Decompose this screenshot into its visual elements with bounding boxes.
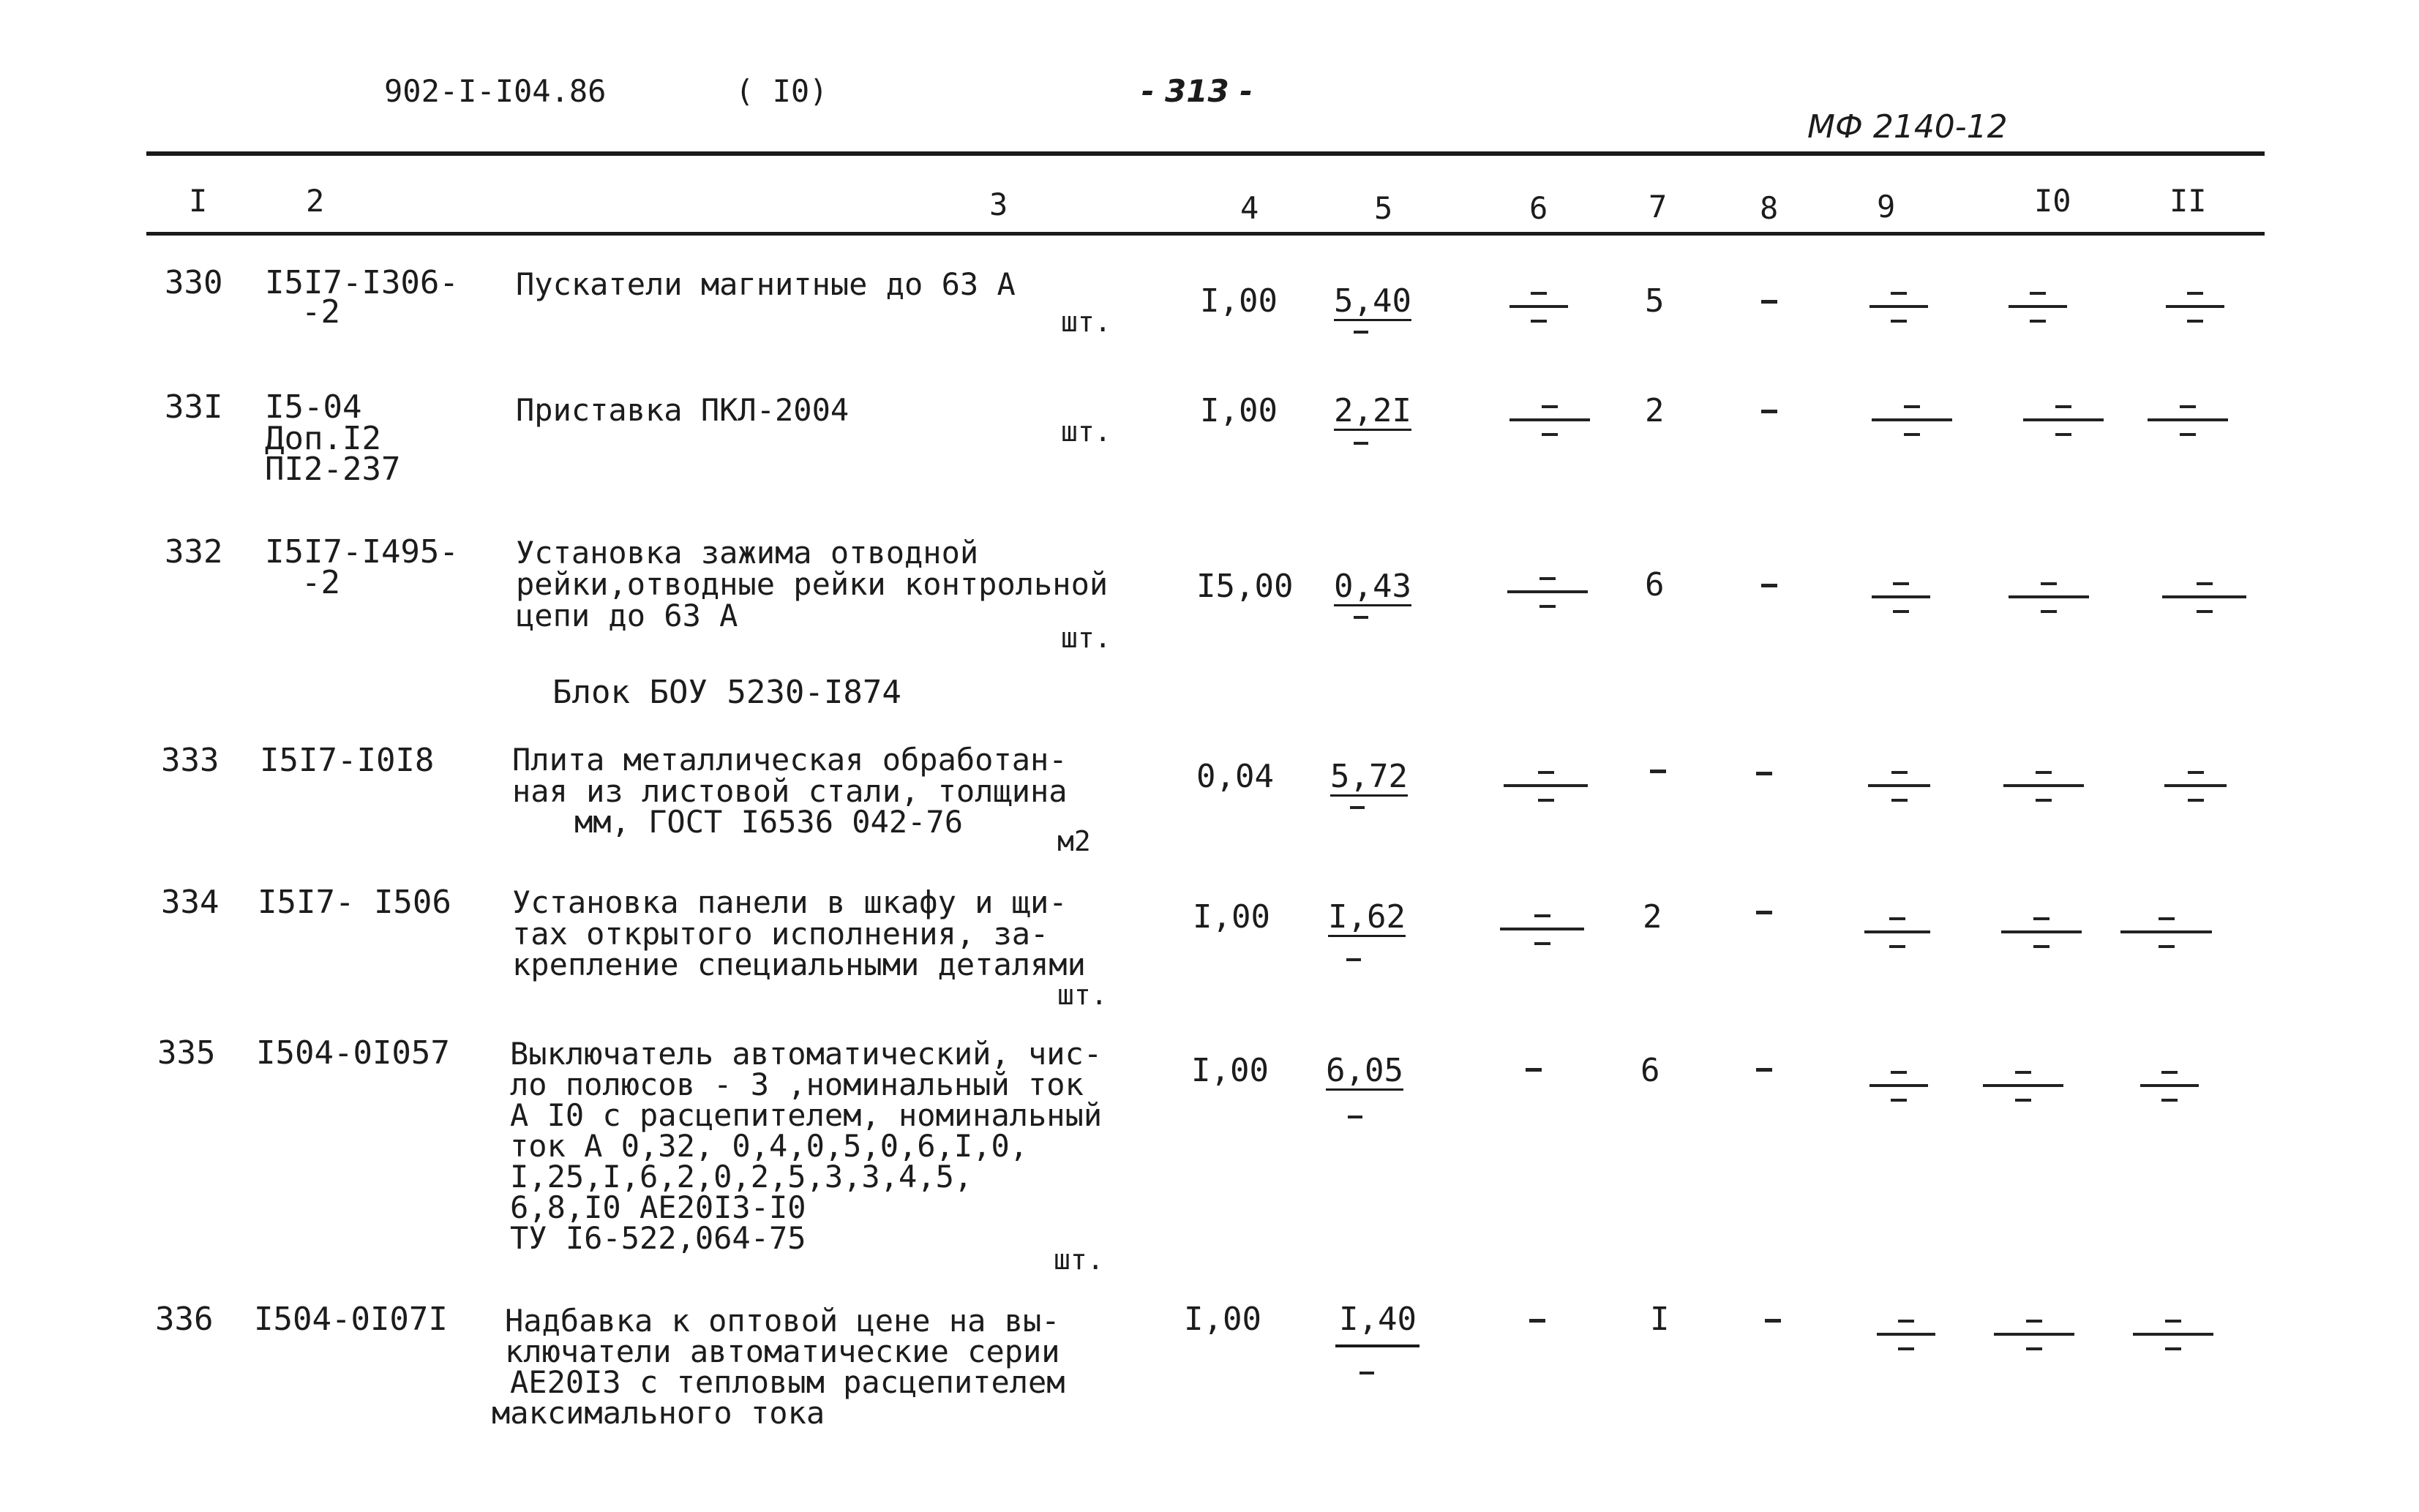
quantity: I,00 <box>1193 898 1270 936</box>
item-description: ТУ I6-522,064-75 <box>510 1220 806 1256</box>
col-header-5: 5 <box>1374 190 1393 226</box>
ratio-mark <box>1872 572 1930 623</box>
unit: шт. <box>1061 306 1111 338</box>
resource-code: I5-04 <box>265 388 362 426</box>
item-description: А I0 с расцепителем, номинальный <box>510 1097 1103 1133</box>
col7-value: I <box>1650 1301 1670 1338</box>
quantity: I,00 <box>1191 1052 1269 1089</box>
ratio-mark <box>1869 282 1928 333</box>
col-header-2: 2 <box>306 183 325 219</box>
col-header-10: I0 <box>2034 183 2071 219</box>
col7-value: 5 <box>1645 282 1665 320</box>
unit: шт. <box>1061 622 1111 654</box>
item-description: Приставка ПКЛ-2004 <box>516 392 850 428</box>
ratio-mark <box>1994 1309 2074 1361</box>
resource-code: I5I7-I306- <box>265 264 459 301</box>
top-rule <box>146 151 2265 156</box>
col-header-11: II <box>2169 183 2207 219</box>
ratio-mark <box>1872 395 1952 446</box>
item-description: АЕ20I3 с тепловым расцепителем <box>510 1364 1065 1400</box>
item-description: тах открытого исполнения, за- <box>512 916 1049 952</box>
unit-price: I,40 <box>1339 1301 1417 1338</box>
col8-dash <box>1765 1319 1781 1323</box>
ratio-mark <box>2009 282 2067 333</box>
row-number: 334 <box>161 884 220 921</box>
unit: м2 <box>1057 825 1091 857</box>
row-number: 336 <box>155 1301 214 1338</box>
ratio-mark <box>2009 572 2089 623</box>
unit-price: 2,2I <box>1334 392 1411 429</box>
ratio-mark <box>2001 907 2082 958</box>
col8-dash <box>1756 1068 1772 1072</box>
item-description: цепи до 63 А <box>516 598 738 633</box>
item-description: максимального тока <box>492 1395 825 1431</box>
unit: шт. <box>1061 415 1111 448</box>
unit-price: 5,72 <box>1330 758 1408 795</box>
ratio-mark <box>2148 395 2228 446</box>
col7-value: 2 <box>1645 392 1665 429</box>
item-description: Плита металлическая обработан- <box>512 742 1068 778</box>
ratio-mark <box>1983 1061 2063 1112</box>
ratio-mark <box>1500 904 1584 955</box>
item-description: I,25,I,6,2,0,2,5,3,3,4,5, <box>510 1159 973 1195</box>
price-dash <box>1348 1116 1362 1118</box>
col7-dash <box>1650 770 1666 773</box>
col-header-9: 9 <box>1877 189 1896 225</box>
ratio-mark <box>1869 1061 1928 1112</box>
resource-code: I5I7- I506 <box>258 884 451 921</box>
quantity: I5,00 <box>1196 568 1294 605</box>
col8-dash <box>1761 300 1777 304</box>
resource-code: I504-0I057 <box>256 1034 450 1072</box>
resource-code: -2 <box>301 293 340 331</box>
quantity: I,00 <box>1200 392 1278 429</box>
row-number: 330 <box>165 264 223 301</box>
item-description: Установка зажима отводной <box>516 535 979 571</box>
col8-dash <box>1761 584 1777 587</box>
col-header-6: 6 <box>1529 190 1548 226</box>
item-description: ток А 0,32, 0,4,0,5,0,6,I,0, <box>510 1128 1029 1164</box>
ratio-mark <box>1507 567 1588 618</box>
row-number: 335 <box>157 1034 216 1072</box>
col8-dash <box>1761 410 1777 413</box>
row-number: 332 <box>165 533 223 571</box>
ratio-mark <box>1868 761 1930 812</box>
item-description: Выключатель автоматический, чис- <box>510 1036 1103 1072</box>
item-description: Установка панели в шкафу и щи- <box>512 884 1068 920</box>
ratio-mark <box>2162 572 2246 623</box>
price-dash <box>1350 806 1365 809</box>
unit-price: 0,43 <box>1334 568 1411 605</box>
price-dash <box>1354 616 1368 619</box>
col6-dash <box>1529 1319 1545 1323</box>
handwritten-reference: МФ 2140-12 <box>1807 108 2008 146</box>
col-header-4: 4 <box>1240 190 1259 226</box>
col7-value: 6 <box>1645 566 1665 603</box>
resource-code: ПI2-237 <box>265 451 401 488</box>
resource-code: I5I7-I0I8 <box>260 742 435 779</box>
resource-code: I504-0I07I <box>254 1301 448 1338</box>
col7-value: 2 <box>1643 898 1662 936</box>
ratio-mark <box>1864 907 1930 958</box>
ratio-mark <box>2140 1061 2199 1112</box>
unit: шт. <box>1054 1244 1104 1276</box>
ratio-mark <box>2120 907 2212 958</box>
item-description: крепление специальными деталями <box>512 947 1086 982</box>
item-description: Пускатели магнитные до 63 А <box>516 266 1016 302</box>
col-header-1: I <box>189 183 208 219</box>
col-header-7: 7 <box>1649 189 1668 225</box>
col7-value: 6 <box>1640 1052 1660 1089</box>
quantity: 0,04 <box>1196 758 1274 795</box>
page-number: - 313 - <box>1141 73 1253 109</box>
ratio-mark <box>2164 761 2227 812</box>
price-dash <box>1359 1372 1374 1374</box>
document-code: 902-I-I04.86 <box>384 73 607 109</box>
item-description: рейки,отводные рейки контрольной <box>516 566 1109 602</box>
quantity: I,00 <box>1200 282 1278 320</box>
header-rule <box>146 232 2265 236</box>
price-dash <box>1354 331 1368 334</box>
col8-dash <box>1756 772 1772 775</box>
unit: шт. <box>1057 979 1108 1011</box>
item-description: Надбавка к оптовой цене на вы- <box>505 1303 1060 1339</box>
col-header-3: 3 <box>989 187 1008 222</box>
ratio-mark <box>1509 395 1590 446</box>
unit-price: 5,40 <box>1334 282 1411 320</box>
row-number: 33I <box>165 388 223 426</box>
col8-dash <box>1756 911 1772 914</box>
quantity: I,00 <box>1184 1301 1261 1338</box>
resource-code: Доп.I2 <box>265 420 381 457</box>
ratio-mark <box>2003 761 2084 812</box>
item-description: ло полюсов - 3 ,номинальный ток <box>510 1067 1084 1102</box>
ratio-mark <box>2166 282 2224 333</box>
resource-code: I5I7-I495- <box>265 533 459 571</box>
ratio-mark <box>2133 1309 2213 1361</box>
col-header-8: 8 <box>1760 190 1779 226</box>
resource-code: -2 <box>301 564 340 601</box>
item-description: ключатели автоматические серии <box>505 1334 1060 1369</box>
col6-dash <box>1526 1068 1542 1072</box>
unit-price: I,62 <box>1328 898 1406 936</box>
price-dash <box>1346 958 1361 961</box>
ratio-mark <box>1504 761 1588 812</box>
album-number: ( I0) <box>735 73 828 109</box>
item-description: ная из листовой стали, толщина <box>512 773 1068 809</box>
ratio-mark <box>1877 1309 1935 1361</box>
ratio-mark <box>2023 395 2104 446</box>
item-description: мм, ГОСТ I6536 042-76 <box>574 804 964 840</box>
price-underline <box>1335 1344 1419 1347</box>
unit-price: 6,05 <box>1326 1052 1403 1089</box>
section-title: Блок БОУ 5230-I874 <box>552 674 901 711</box>
row-number: 333 <box>161 742 220 779</box>
price-dash <box>1354 442 1368 445</box>
ratio-mark <box>1509 282 1568 333</box>
item-description: 6,8,I0 АЕ20I3-I0 <box>510 1189 806 1225</box>
